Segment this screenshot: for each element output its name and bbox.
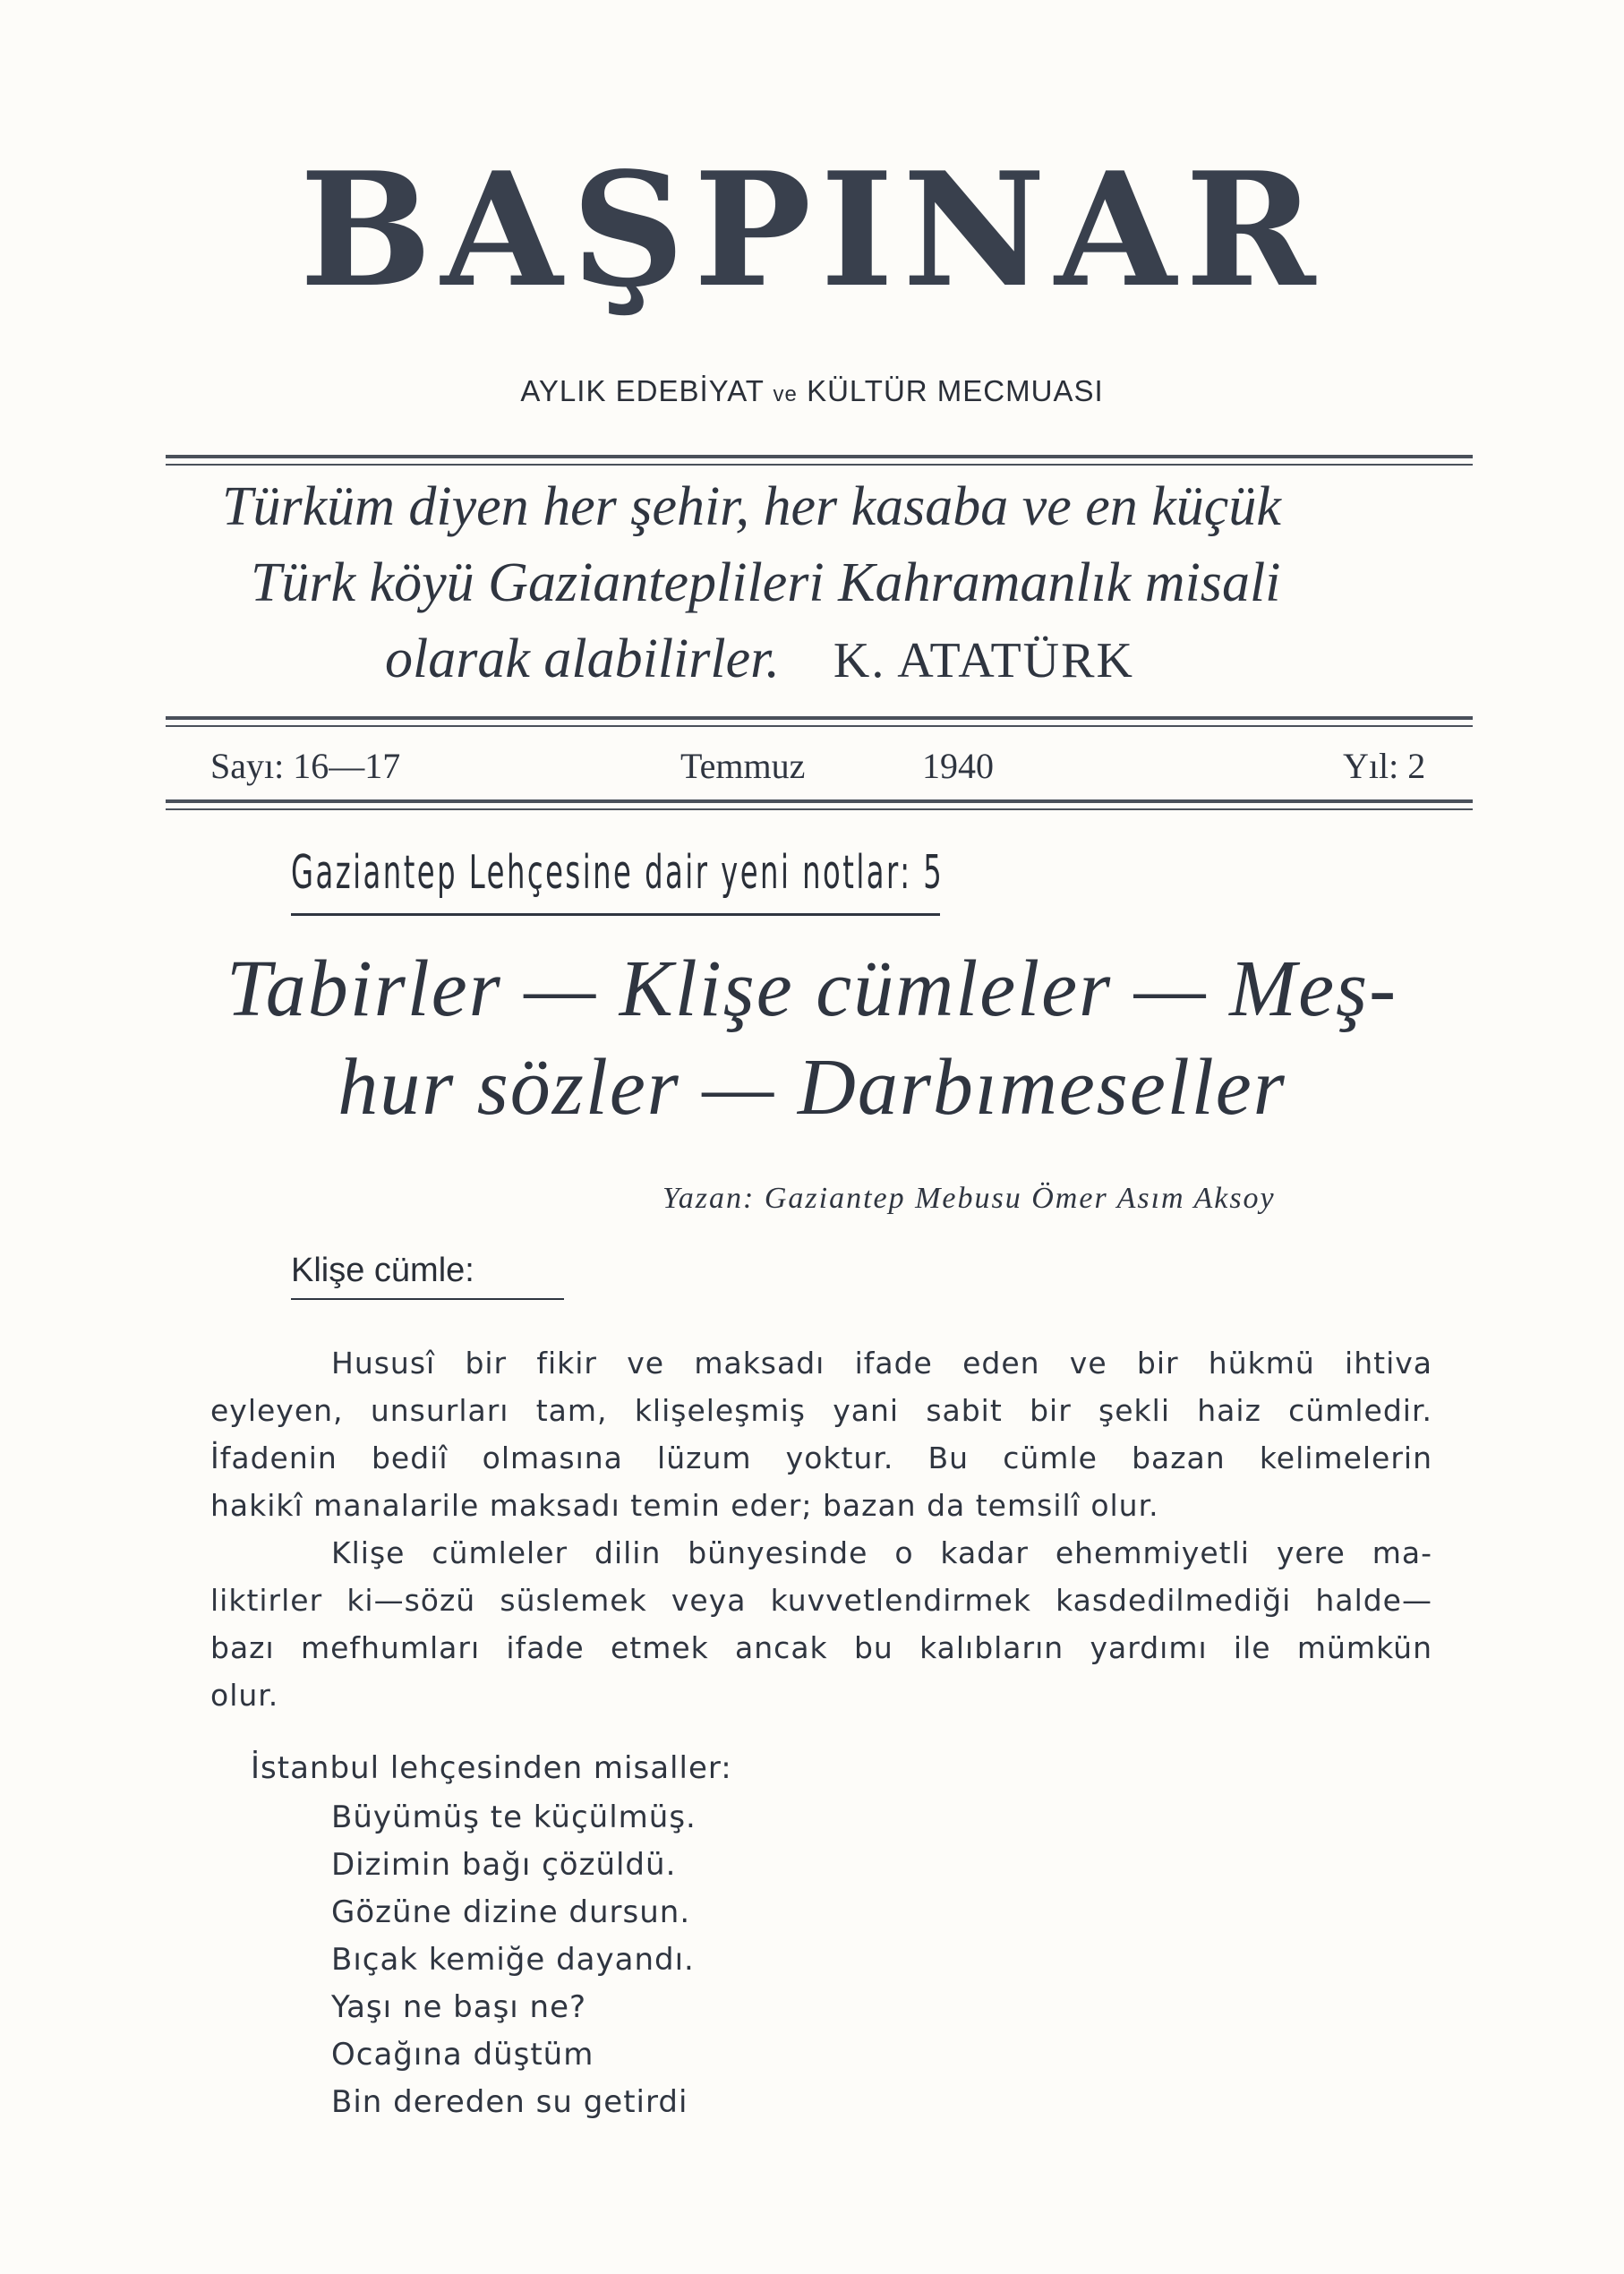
divider-rule [166, 455, 1473, 458]
quote-author: K. ATATÜRK [833, 633, 1134, 688]
example-item: Büyümüş te küçülmüş. [331, 1800, 697, 1835]
paragraph-line: İfadenin bediî olmasına lüzum yoktur. Bu cümle bazan kelimelerin [210, 1440, 1432, 1475]
issue-month: Temmuz [680, 746, 806, 786]
paragraph-line: eyleyen, unsurları tam, klişeleşmiş yani sabit bir şekli haiz cümledir. [210, 1393, 1432, 1428]
masthead-title: BAŞPINAR [299, 139, 1325, 322]
subtitle-part-1: AYLIK EDEBİYAT [520, 374, 765, 407]
example-item: Bıçak kemiğe dayandı. [331, 1942, 695, 1978]
paragraph-line: Hususî bir fikir ve maksadı ifade eden ve bir hükmü ihtiva [331, 1346, 1432, 1381]
issue-year: 1940 [922, 746, 994, 786]
example-item: Gözüne dizine dursun. [331, 1894, 691, 1930]
subhead: Klişe cümle: [291, 1252, 474, 1289]
quote-line-3-text: olarak alabilirler. [385, 628, 780, 689]
quote-line-1: Türküm diyen her şehir, her kasaba ve en küçük [222, 476, 1281, 537]
subhead-underline [291, 1298, 564, 1300]
paragraph-line: bazı mefhumları ifade etmek ancak bu kalıbların yardımı ile mümkün [210, 1630, 1432, 1665]
paragraph-line: hakikî manalarile maksadı temin eder; bazan da temsilî olur. [210, 1488, 1159, 1523]
divider-rule [166, 464, 1473, 466]
issue-volume: Yıl: 2 [1343, 746, 1426, 786]
example-item: Bin dereden su getirdi [331, 2084, 688, 2120]
example-item: Yaşı ne başı ne? [331, 1989, 587, 2025]
paragraph-line: Klişe cümleler dilin bünyesinde o kadar ehemmiyetli yere ma- [331, 1535, 1432, 1570]
section-title: Gaziantep Lehçesine dair yeni notlar: 5 [291, 846, 944, 900]
section-title-underline [291, 913, 940, 916]
examples-heading: İstanbul lehçesinden misaller: [251, 1750, 732, 1786]
byline: Yazan: Gaziantep Mebusu Ömer Asım Aksoy [662, 1182, 1276, 1215]
divider-rule [166, 808, 1473, 810]
subtitle-part-2: KÜLTÜR MECMUASI [807, 374, 1104, 407]
article-title-line-2: hur sözler — Darbımeseller [338, 1043, 1286, 1132]
divider-rule [166, 725, 1473, 727]
example-item: Dizimin bağı çözüldü. [331, 1847, 677, 1883]
article-title-line-1: Tabirler — Klişe cümleler — Meş- [226, 945, 1398, 1033]
paragraph-line: liktirler ki—sözü süslemek veya kuvvetlendirmek kasdedilmediği halde— [210, 1583, 1432, 1618]
quote-line-3 [385, 628, 1624, 689]
divider-rule [166, 716, 1473, 720]
quote-line-2: Türk köyü Gazianteplileri Kahramanlık misali [251, 552, 1281, 613]
masthead-subtitle [0, 374, 1624, 408]
paragraph-line: olur. [210, 1678, 279, 1713]
issue-number: Sayı: 16—17 [210, 746, 401, 786]
divider-rule [166, 799, 1473, 803]
example-item: Ocağına düştüm [331, 2037, 594, 2073]
subtitle-ve: ve [773, 382, 798, 406]
